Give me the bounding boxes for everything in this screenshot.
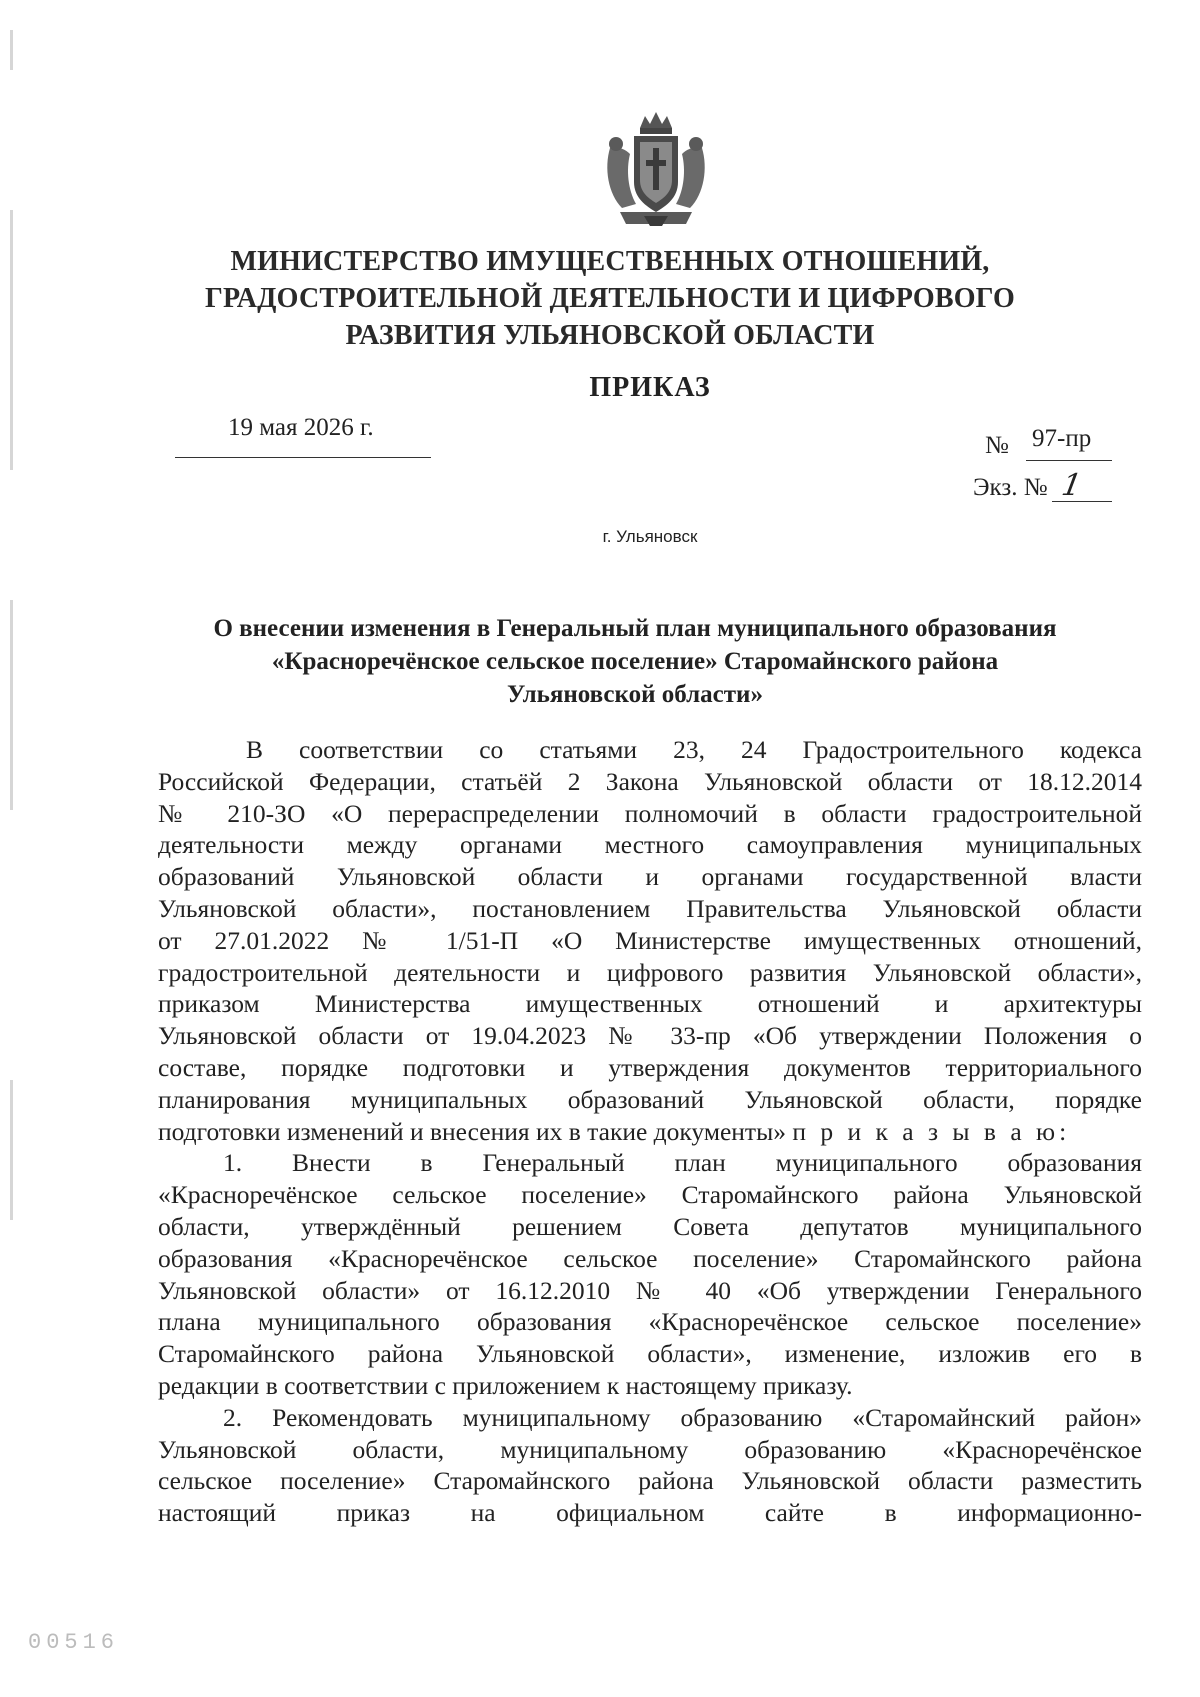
body-line: планирования муниципальных образований Ульяновской области, порядке: [158, 1084, 1142, 1114]
body-line: подготовки изменений и внесения их в такие документы»: [158, 1116, 786, 1146]
order-number-label: №: [985, 432, 1009, 459]
body-line: образований Ульяновской области и органами государственной власти: [158, 862, 1142, 892]
body-line: градостроительной деятельности и цифрового развития Ульяновской области»,: [158, 957, 1142, 987]
ministry-name: [150, 243, 1070, 354]
body-line: от 27.01.2022 № 1/51-П «О Министерстве имущественных отношений,: [158, 925, 1142, 955]
scan-artifact: [10, 30, 13, 70]
body-line: настоящий приказ на официальном сайте в информационно-: [158, 1498, 1142, 1528]
scan-artifact: [10, 600, 13, 810]
order-date: 19 мая 2026 г.: [228, 414, 374, 441]
body-line: редакции в соответствии с приложением к настоящему приказу.: [158, 1370, 853, 1400]
order-number: 97-пр: [1032, 425, 1092, 452]
title-line: О внесении изменения в Генеральный план муниципального образования: [213, 615, 1057, 642]
body-line: Ульяновской области от 19.04.2023 № 33-пр «Об утверждении Положения о: [158, 1021, 1142, 1051]
body-line: 1. Внести в Генеральный план муниципального образования: [223, 1148, 1142, 1178]
copy-underline: [1052, 501, 1112, 502]
ministry-line: ГРАДОСТРОИТЕЛЬНОЙ ДЕЯТЕЛЬНОСТИ И ЦИФРОВОГО: [205, 283, 1015, 314]
body-line: образования «Красноречёнское сельское поселение» Старомайнского района: [158, 1243, 1142, 1273]
city: г. Ульяновск: [602, 527, 698, 546]
copy-number: 1: [1058, 468, 1085, 503]
title-line: Ульяновской области»: [507, 681, 763, 708]
marginal-number: 00516: [28, 1630, 120, 1655]
body-line: составе, порядке подготовки и утверждения документов территориального: [158, 1052, 1142, 1082]
number-underline: [1026, 460, 1112, 461]
order-title: [150, 612, 1120, 711]
document-type: ПРИКАЗ: [589, 372, 711, 403]
body-line: Ульяновской области», постановлением Правительства Ульяновской области: [158, 893, 1142, 923]
scan-artifact: [10, 210, 13, 470]
body-line: сельское поселение» Старомайнского района Ульяновской области разместить: [158, 1466, 1142, 1496]
title-line: «Красноречёнское сельское поселение» Старомайнского района: [271, 648, 999, 675]
body-line: 2. Рекомендовать муниципальному образованию «Старомайнский район»: [223, 1402, 1142, 1432]
ministry-line: МИНИСТЕРСТВО ИМУЩЕСТВЕННЫХ ОТНОШЕНИЙ,: [230, 246, 990, 277]
body-line: плана муниципального образования «Красноречёнское сельское поселение»: [158, 1307, 1142, 1337]
body-line: В соответствии со статьями 23, 24 Градостроительного кодекса: [246, 735, 1142, 764]
scan-artifact: [10, 1080, 13, 1220]
ministry-line: РАЗВИТИЯ УЛЬЯНОВСКОЙ ОБЛАСТИ: [345, 320, 875, 351]
body-line: Ульяновской области, муниципальному образованию «Красноречёнское: [158, 1434, 1142, 1464]
body-line: Старомайнского района Ульяновской области», изменение, изложив его в: [158, 1339, 1142, 1369]
body-line: «Красноречёнское сельское поселение» Старомайнского района Ульяновской: [158, 1180, 1142, 1210]
body-line-with-decree: [158, 1116, 1142, 1148]
body-line: Ульяновской области» от 16.12.2010 № 40 «Об утверждении Генерального: [158, 1275, 1142, 1305]
copy-number-label: Экз. №: [973, 474, 1048, 501]
body-line: деятельности между органами местного самоуправления муниципальных: [158, 830, 1142, 860]
body-line: области, утверждённый решением Совета депутатов муниципального: [158, 1211, 1142, 1241]
date-underline: [175, 457, 431, 458]
body-line: № 210-ЗО «О перераспределении полномочий в области градостроительной: [158, 798, 1142, 828]
order-body: [158, 734, 1142, 1529]
coat-of-arms-icon: [600, 108, 712, 228]
body-line: приказом Министерства имущественных отношений и архитектуры: [158, 989, 1142, 1019]
coat-of-arms-emblem: [600, 108, 712, 228]
decree-word: п р и к а з ы в а ю:: [792, 1116, 1071, 1146]
body-line: Российской Федерации, статьёй 2 Закона Ульяновской области от 18.12.2014: [158, 766, 1142, 796]
